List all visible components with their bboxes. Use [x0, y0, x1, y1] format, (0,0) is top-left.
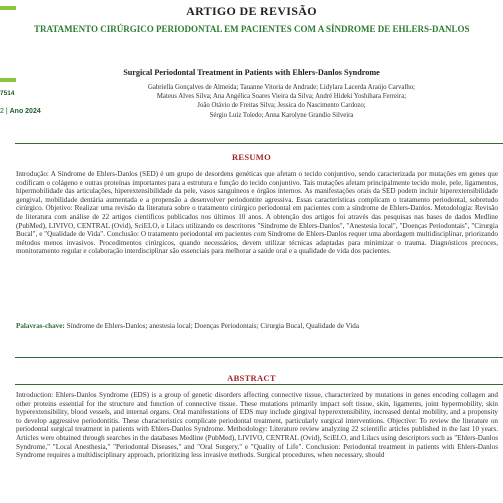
- author-line: Mateus Alves Silva; Ana Angélica Soares Vieira da Silva; André Hideki Yoshihara Ferreira;: [156, 93, 407, 101]
- author-line: João Otávio de Freitas Silva; Jessica do Nascimento Cardozo;: [197, 102, 366, 110]
- section-rule: [15, 143, 503, 144]
- author-line: Gabriella Gonçalves de Almeida; Tauanne Vitoria de Andrade; Lidylara Lacerda Araújo Carvalho;: [147, 84, 416, 91]
- author-list: [60, 83, 503, 120]
- article-type-heading: ARTIGO DE REVISÃO: [186, 4, 317, 18]
- resumo-text: Introdução: A Síndrome de Ehlers-Danlos (SED) é um grupo de desordens genéticas que afetam o tecido conjuntivo, sendo caracterizada por mutações em genes que codificam o colágeno e outras proteínas importantes para a estrutura e função do tecido conjuntivo. Tais mutações afetam principalmente tecido mole, pele, ligamentos, hipermobilidade das articulações, hiperextensibilidade da pele, vasos sanguíneos e órgãos internos. As manifestações orais da SED podem incluir hiperextensibilidade gengival, mobilidade dentária aumentada e a propensão a desenvolver periodontite agressiva. Essas características complicam o tratamento periodontal, sobretudo cirúrgico. Objetivo: Realizar uma revisão da literatura sobre o tratamento cirúrgico periodontal em pacientes com a síndrome de Ehlers-Danlos. Metodologia: Revisão de literatura com análise de 22 artigos científicos publicados nos últimos 10 anos. A obtenção dos artigos foi através das pesquisas nas bases de dados Medline (PubMed), LIVIVO, CENTRAL (Ovid), SciELO, e Lilacs utilizando os descritores "Síndrome de Ehlers-Danlos", "Anestesia local", "Doenças Periodontais", "Cirurgia Bucal", e "Qualidade de Vida". Conclusão: O tratamento periodontal em pacientes com Síndrome de Ehlers-Danlos requer uma abordagem multidisciplinar, priorizando métodos menos invasivos. Procedimentos cirúrgicos, quando necessários, devem utilizar técnicas adaptadas para minimizar o trauma. Diagnósticos precoces, monitoramento regular e colaboração interdisciplinar são essenciais para melhorar a saúde oral e a qualidade de vida dos pacientes.: [16, 170, 498, 256]
- keywords: [16, 322, 498, 331]
- author-line: Sérgio Luiz Toledo; Anna Karolyne Grandio Silveira: [209, 111, 354, 119]
- section-rule: [15, 384, 503, 385]
- logo-bar-bottom: [0, 78, 16, 82]
- title-portuguese: TRATAMENTO CIRÚRGICO PERIODONTAL EM PACIENTES COM A SÍNDROME DE EHLERS-DANLOS: [34, 24, 470, 34]
- section-rule: [15, 357, 503, 358]
- resumo-heading: RESUMO: [231, 152, 272, 162]
- keywords-label: Palavras-chave:: [16, 322, 65, 330]
- issue-prefix: 2 |: [0, 108, 8, 115]
- issue-year: Ano 2024: [9, 108, 41, 115]
- abstract-heading: ABSTRACT: [227, 373, 276, 383]
- journal-issn: 7514: [0, 90, 15, 97]
- keywords-text: Síndrome de Ehlers-Danlos; anestesia local; Doenças Periodontais; Cirurgia Bucal, Qualidade de Vida: [66, 322, 359, 330]
- title-english: Surgical Periodontal Treatment in Patients with Ehlers-Danlos Syndrome: [123, 68, 380, 77]
- journal-issue: [0, 108, 41, 115]
- abstract-text: Introduction: Ehlers-Danlos Syndrome (EDS) is a group of genetic disorders affecting connective tissue, characterized by mutations in genes encoding collagen and other proteins essential for the structure and function of connective tissue. These mutations primarily impact soft tissue, skin, ligaments, joint hypermobility, skin hyperextensibility, blood vessels, and internal organs. Oral manifestations of EDS may include gingival hyperextensibility, increased dental mobility, and a propensity to develop aggressive periodontitis. These characteristics complicate periodontal treatment, particularly surgical interventions. Objective: To review the literature on periodontal surgical treatment in patients with Ehlers-Danlos Syndrome. Methodology: Literature review analyzing 22 scientific articles published in the last 10 years. Articles were obtained through searches in the databases Medline (PubMed), LIVIVO, CENTRAL (Ovid), SciELO, and Lilacs using descriptors such as "Ehlers-Danlos Syndrome," "Local Anesthesia," "Periodontal Diseases," and "Oral Surgery," e "Quality of Life". Conclusion: Periodontal treatment in patients with Ehlers-Danlos Syndrome requires a multidisciplinary approach, prioritizing less invasive methods. Surgical procedures, when necessary, should: [16, 391, 498, 460]
